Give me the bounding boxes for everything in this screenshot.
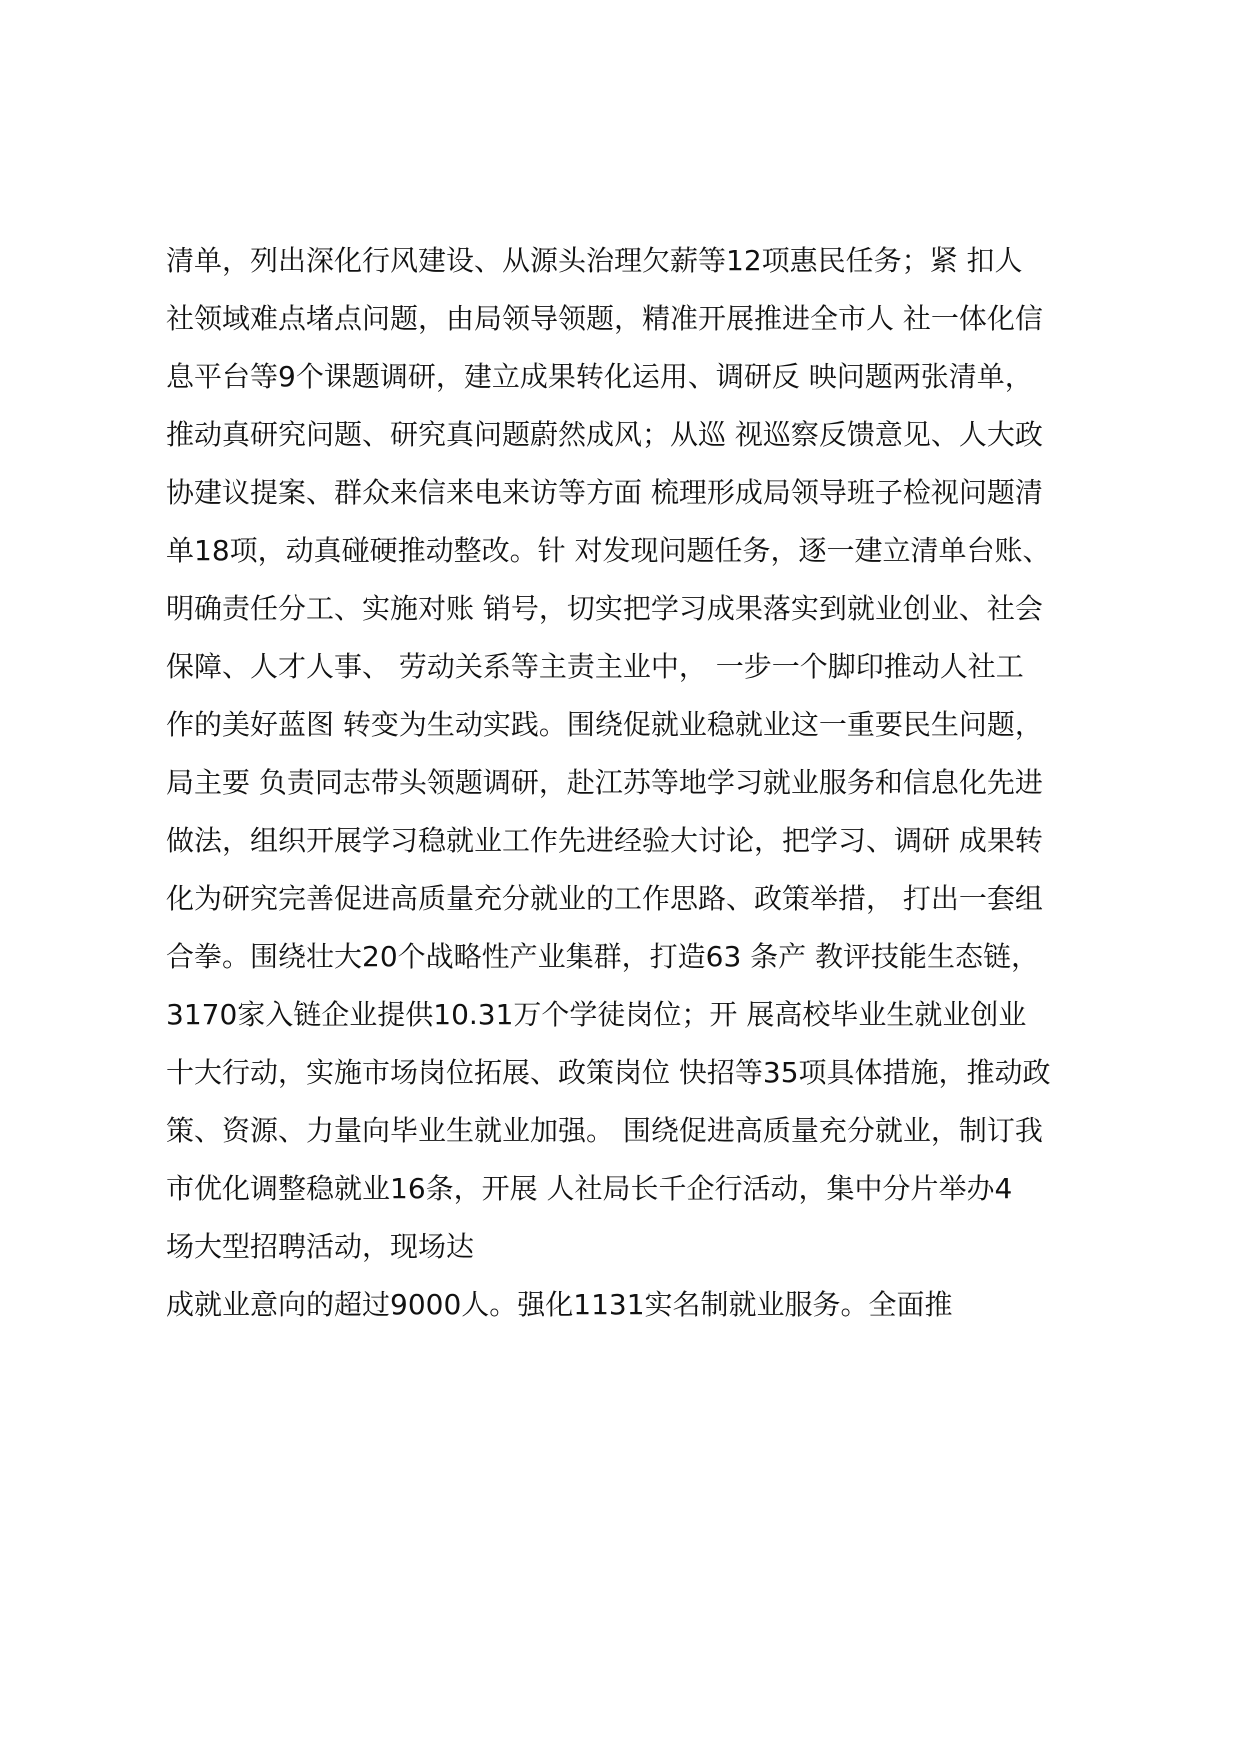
text-line: 推动真研究问题、研究真问题蔚然成风；从巡 视巡察反馈意见、人大政 [166, 418, 1043, 451]
text-line: 十大行动，实施市场岗位拓展、政策岗位 快招等35项具体措施，推动政 [166, 1056, 1051, 1089]
text-line: 明确责任分工、实施对账 销号，切实把学习成果落实到就业创业、社会 [166, 592, 1043, 625]
text-line: 3170家入链企业提供10.31万个学徒岗位；开 展高校毕业生就业创业 [166, 998, 1027, 1031]
text-line: 息平台等9个课题调研，建立成果转化运用、调研反 映问题两张清单， [166, 360, 1033, 393]
text-line: 保障、人才人事、 劳动关系等主责主业中， 一步一个脚印推动人社工 [166, 650, 1024, 683]
text-line: 作的美好蓝图 转变为生动实践。围绕促就业稳就业这一重要民生问题， [166, 708, 1043, 741]
text-line: 成就业意向的超过9000人。强化1131实名制就业服务。全面推 [166, 1288, 953, 1321]
text-line: 局主要 负责同志带头领题调研，赴江苏等地学习就业服务和信息化先进 [166, 766, 1043, 799]
text-line: 清单，列出深化行风建设、从源头治理欠薪等12项惠民任务；紧 扣人 [166, 244, 1023, 277]
text-line: 合拳。围绕壮大20个战略性产业集群，打造63 条产 教评技能生态链， [166, 940, 1040, 973]
text-line: 协建议提案、群众来信来电来访等方面 梳理形成局领导班子检视问题清 [166, 476, 1043, 509]
text-line: 化为研究完善促进高质量充分就业的工作思路、政策举措， 打出一套组 [166, 882, 1043, 915]
text-line: 做法，组织开展学习稳就业工作先进经验大讨论，把学习、调研 成果转 [166, 824, 1043, 857]
text-line: 市优化调整稳就业16条，开展 人社局长千企行活动，集中分片举办4 [166, 1172, 1013, 1205]
text-line: 社领域难点堵点问题，由局领导领题，精准开展推进全市人 社一体化信 [166, 302, 1043, 335]
text-line: 策、资源、力量向毕业生就业加强。 围绕促进高质量充分就业，制订我 [166, 1114, 1043, 1147]
body-text [166, 232, 1126, 1334]
text-line: 场大型招聘活动，现场达 [166, 1230, 475, 1263]
text-line: 单18项，动真碰硬推动整改。针 对发现问题任务，逐一建立清单台账、 [166, 534, 1051, 567]
